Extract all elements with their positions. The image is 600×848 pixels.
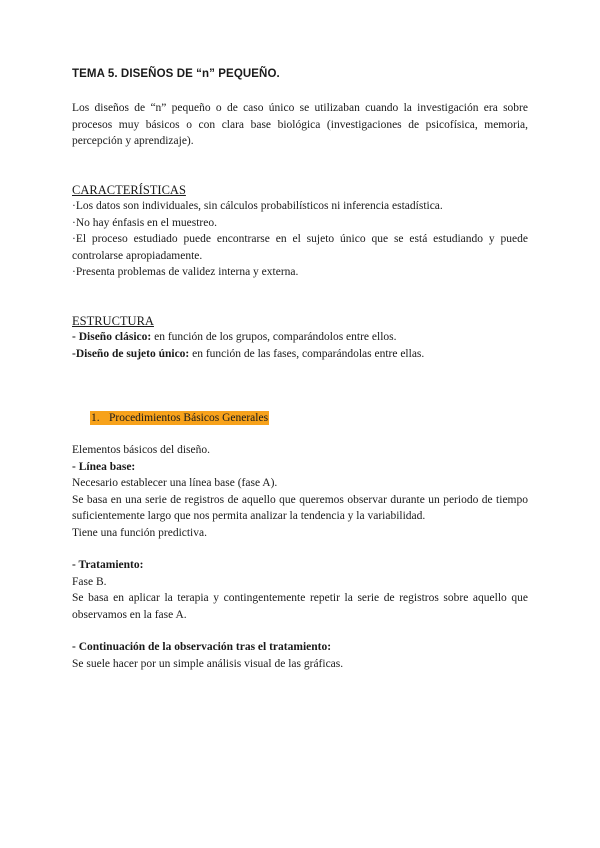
document-title: TEMA 5. DISEÑOS DE “n” PEQUEÑO. — [72, 68, 280, 80]
tratamiento-label — [72, 557, 528, 574]
linea-base-line: Necesario establecer una línea base (fase A). — [72, 477, 278, 489]
spacer — [72, 281, 528, 313]
spacer — [72, 426, 528, 442]
linea-base-bold: - Línea base: — [72, 460, 136, 473]
caracteristica-item: ·No hay énfasis en el muestreo. — [72, 216, 217, 229]
linea-base-line: Se basa en una serie de registros de aquello que queremos observar durante un periodo de tiempo suficientemente largo que nos permita analizar la tendencia y la variabilidad. — [72, 493, 528, 522]
estructura-bold: Diseño de sujeto único: — [75, 347, 190, 360]
estructura-heading: ESTRUCTURA — [72, 313, 154, 328]
spacer — [72, 541, 528, 557]
page-content — [72, 68, 528, 672]
linea-base-label — [72, 459, 528, 476]
estructura-text: en función de los grupos, comparándolos entre ellos. — [151, 331, 397, 343]
caracteristicas-heading: CARACTERÍSTICAS — [72, 182, 186, 197]
spacer — [72, 623, 528, 639]
tratamiento-line: Fase B. — [72, 575, 107, 588]
estructura-prefix: - — [72, 331, 79, 343]
intro-paragraph: Los diseños de “n” pequeño o de caso único se utilizaban cuando la investigación era sobre procesos muy básicos o con clara base biológica (investigaciones de psicofísica, memoria, percepción y aprendizaje). — [72, 102, 528, 147]
estructura-prefix: - — [72, 347, 76, 360]
spacer — [72, 150, 528, 182]
continuacion-label — [72, 639, 528, 656]
estructura-item — [72, 329, 528, 346]
continuacion-bold: - Continuación de la observación tras el tratamiento: — [72, 641, 332, 653]
continuacion-line: Se suele hacer por un simple análisis visual de las gráficas. — [72, 657, 344, 670]
tratamiento-bold: - Tratamiento: — [72, 559, 144, 571]
estructura-bold: Diseño clásico: — [78, 331, 152, 343]
elementos-text: Elementos básicos del diseño. — [72, 444, 210, 456]
section-heading — [72, 410, 528, 426]
caracteristica-item: ·El proceso estudiado puede encontrarse en el sujeto único que se está estudiando y puede controlarse apropiadamente. — [72, 233, 528, 262]
section-number: 1. — [91, 412, 100, 424]
caracteristica-item: ·Presenta problemas de validez interna y externa. — [72, 266, 299, 278]
estructura-item — [72, 346, 528, 363]
caracteristica-item: ·Los datos son individuales, sin cálculos probabilísticos ni inferencia estadística. — [72, 200, 443, 212]
linea-base-line: Tiene una función predictiva. — [72, 526, 207, 539]
tratamiento-line: Se basa en aplicar la terapia y contingentemente repetir la serie de registros sobre aquello que observamos en la fase A. — [72, 592, 528, 621]
section-title: Procedimientos Básicos Generales — [109, 412, 269, 424]
section-highlight — [90, 411, 269, 425]
estructura-text: en función de las fases, comparándolas entre ellas. — [189, 347, 425, 360]
